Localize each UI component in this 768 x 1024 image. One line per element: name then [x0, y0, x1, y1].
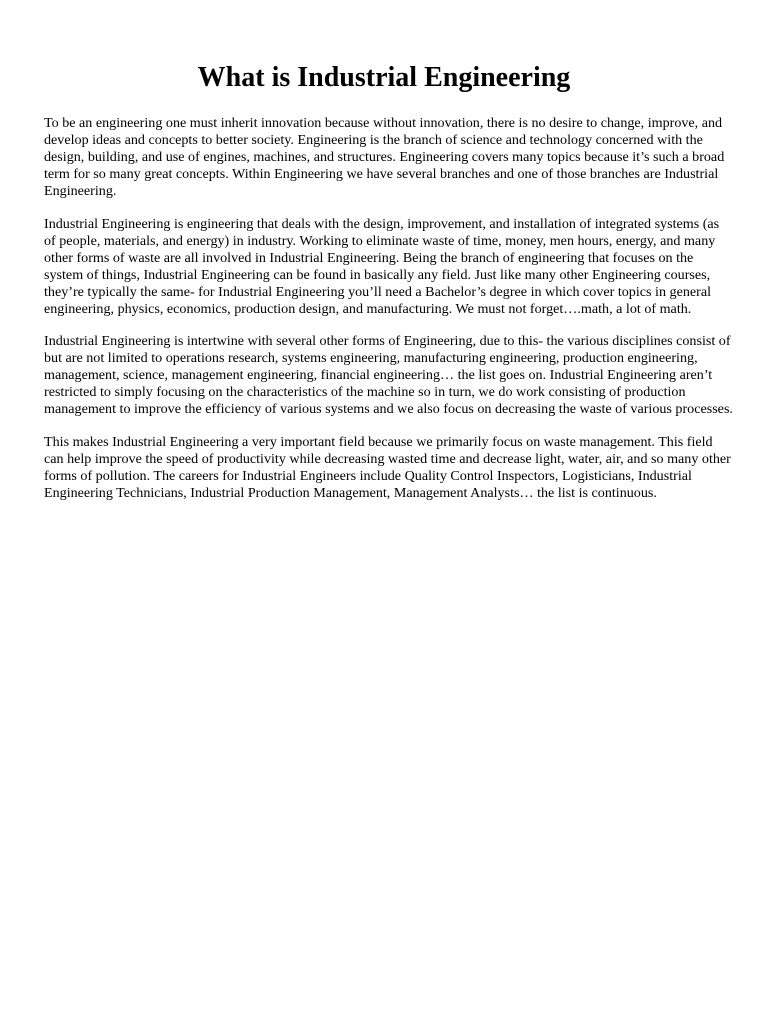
paragraph-2: Industrial Engineering is engineering that deals with the design, improvement, and installation of integrated systems (as of people, materials, and energy) in industry. Working to eliminate waste of time, money, men hours, energy, and many other forms of waste are all involved in Industrial Engineering. Being the branch of engineering that focuses on the system of things, Industrial Engineering can be found in basically any field. Just like many other Engineering courses, they’re typically the same- for Industrial Engineering you’ll need a Bachelor’s degree in which cover topics in general engineering, physics, economics, production design, and manufacturing. We must not forget….math, a lot of math.	[44, 215, 720, 317]
paragraph-3: Industrial Engineering is intertwine with several other forms of Engineering, due to this- the various disciplines consist of but are not limited to operations research, systems engineering, manufacturing engineering, production engineering, management, science, management engineering, financial engineering… the list goes on. Industrial Engineering aren’t restricted to simply focusing on the characteristics of the machine so in turn, we do work consisting of production management to improve the efficiency of various systems and we also focus on decreasing the waste of various processes.	[44, 333, 733, 417]
paragraph-1: To be an engineering one must inherit innovation because without innovation, there is no desire to change, improve, and develop ideas and concepts to better society. Engineering is the branch of science and technology concerned with the design, building, and use of engines, machines, and structures. Engineering covers many topics because it’s such a broad term for so many great concepts. Within Engineering we have several branches and one of those branches are Industrial Engineering.	[44, 115, 725, 199]
paragraph-4: This makes Industrial Engineering a very important field because we primarily focus on waste management. This field can help improve the speed of productivity while decreasing wasted time and decrease light, water, air, and so many other forms of pollution. The careers for Industrial Engineers include Quality Control Inspectors, Logisticians, Industrial Engineering Technicians, Industrial Production Management, Management Analysts… the list is continuous.	[44, 433, 731, 501]
document-body	[44, 115, 734, 517]
document-title: What is Industrial Engineering	[197, 62, 571, 93]
